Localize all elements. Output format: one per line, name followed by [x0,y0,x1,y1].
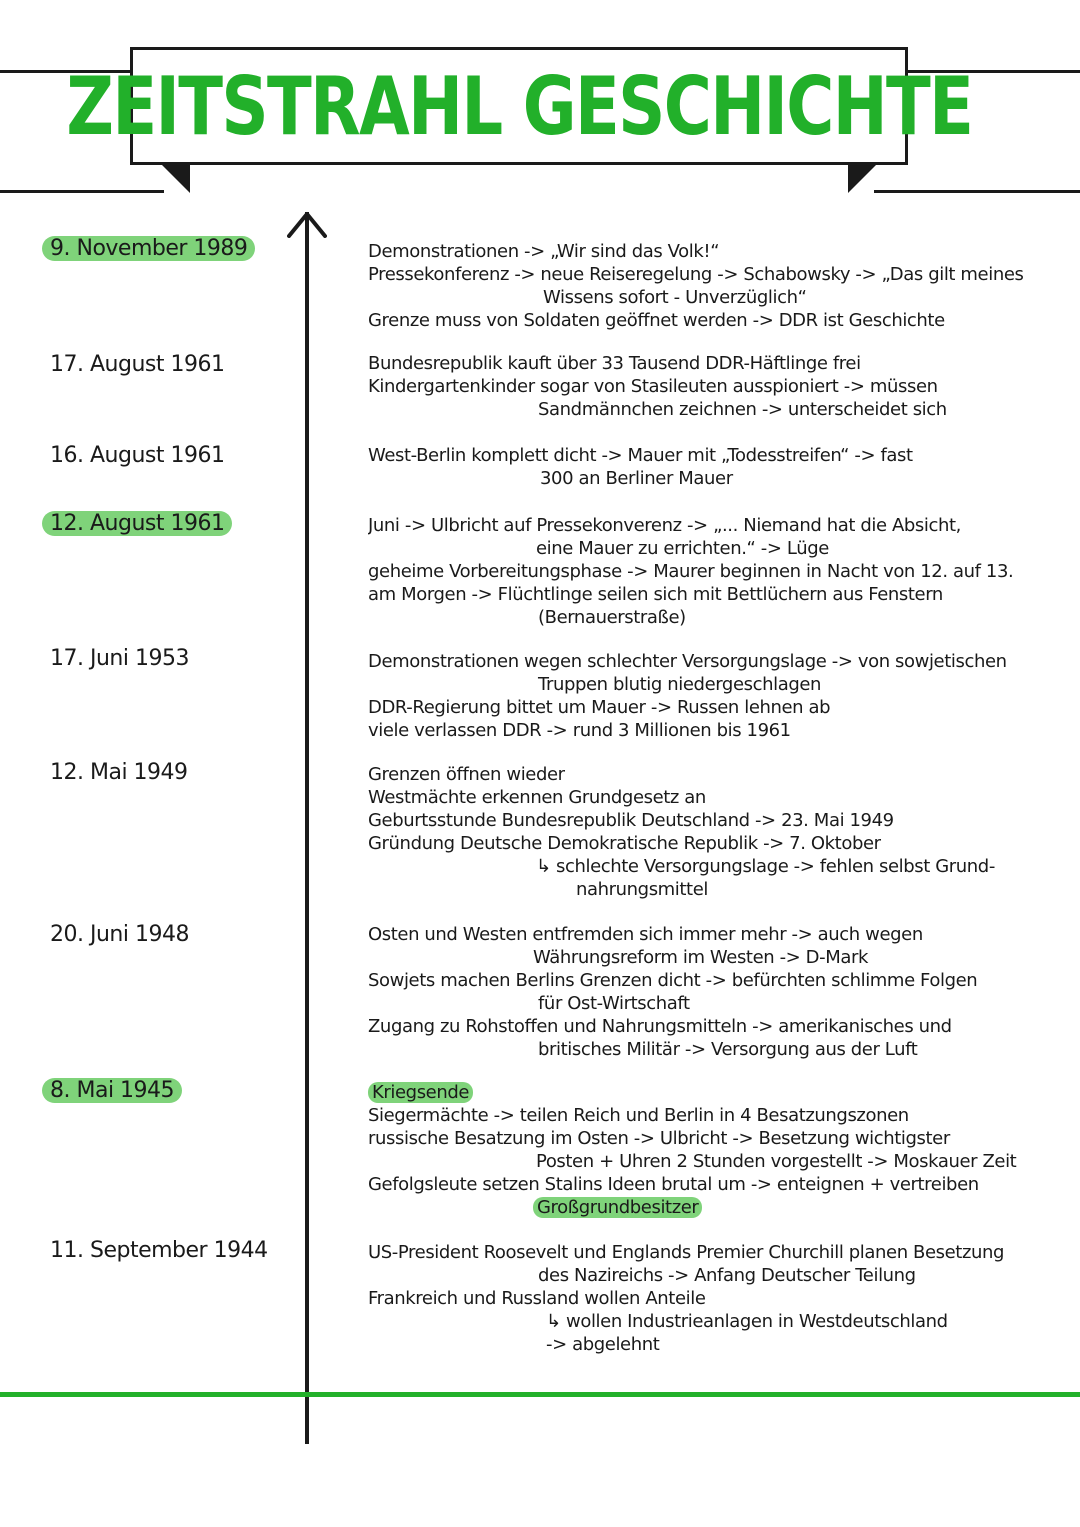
entry-line: am Morgen -> Flüchtlinge seilen sich mit Bettlüchern aus Fenstern [368,584,943,605]
date-1944: 11. September 1944 [50,1238,268,1263]
highlight-grossgrundbesitzer: Großgrundbesitzer [533,1197,702,1218]
entry-1948 [368,923,1073,1061]
date-1948: 20. Juni 1948 [50,922,189,947]
entry-line: Kindergartenkinder sogar von Stasileuten ausspioniert -> müssen [368,376,938,397]
entry-line: Demonstrationen -> „Wir sind das Volk!“ [368,241,720,262]
entry-line: US-President Roosevelt und Englands Premier Churchill planen Besetzung [368,1242,1005,1263]
entry-line: russische Besatzung im Osten -> Ulbricht -> Besetzung wichtigster [368,1128,950,1149]
entry-line: West-Berlin komplett dicht -> Mauer mit „Todesstreifen“ -> fast [368,445,913,466]
entry-line: Frankreich und Russland wollen Anteile [368,1288,706,1309]
entry-line: Währungsreform im Westen -> D-Mark [533,947,869,968]
entry-line: Sowjets machen Berlins Grenzen dicht -> befürchten schlimme Folgen [368,970,978,991]
entry-line: (Bernauerstraße) [538,607,686,628]
entry-1945 [368,1081,1073,1219]
date-1945: 8. Mai 1945 [42,1078,182,1103]
entry-1989 [368,240,1073,332]
entry-line: eine Mauer zu errichten.“ -> Lüge [536,538,829,559]
entry-1949 [368,763,1073,901]
entry-line: 300 an Berliner Mauer [540,468,733,489]
entry-line: Siegermächte -> teilen Reich und Berlin in 4 Besatzungszonen [368,1105,909,1126]
frame-line-left-bottom [0,190,164,193]
entry-line: Demonstrationen wegen schlechter Versorgungslage -> von sowjetischen [368,651,1007,672]
entry-line: Zugang zu Rohstoffen und Nahrungsmitteln -> amerikanisches und [368,1016,952,1037]
entry-line: britisches Militär -> Versorgung aus der Luft [538,1039,918,1060]
entry-line: Posten + Uhren 2 Stunden vorgestellt -> Moskauer Zeit [536,1151,1017,1172]
date-1961-aug-12: 12. August 1961 [42,511,232,536]
banner-fold-left [162,165,190,193]
date-1961-aug-16: 16. August 1961 [50,443,225,468]
entry-1961-aug-16 [368,444,1073,490]
entry-line: Truppen blutig niedergeschlagen [538,674,822,695]
entry-line: des Nazireichs -> Anfang Deutscher Teilung [538,1265,916,1286]
page-title: ZEITSTRAHL GESCHICHTE [66,59,972,153]
entry-line: nahrungsmittel [576,879,708,900]
entry-line: Wissens sofort - Unverzüglich“ [543,287,807,308]
date-1953: 17. Juni 1953 [50,646,189,671]
entry-line [368,1196,1073,1219]
entry-line: ↳ wollen Industrieanlagen in Westdeutschland [546,1311,948,1332]
entry-line: Grenzen öffnen wieder [368,764,565,785]
highlight-kriegsende: Kriegsende [368,1082,473,1103]
entry-line: DDR-Regierung bittet um Mauer -> Russen lehnen ab [368,697,831,718]
bottom-green-line [0,1392,1080,1397]
entry-line: Geburtsstunde Bundesrepublik Deutschland -> 23. Mai 1949 [368,810,894,831]
date-1989: 9. November 1989 [42,236,255,261]
entry-line: Osten und Westen entfremden sich immer mehr -> auch wegen [368,924,923,945]
entry-line: -> abgelehnt [546,1334,660,1355]
entry-line: Grenze muss von Soldaten geöffnet werden -> DDR ist Geschichte [368,310,945,331]
timeline-axis [305,212,309,1444]
entry-line: geheime Vorbereitungsphase -> Maurer beginnen in Nacht von 12. auf 13. [368,561,1014,582]
entry-line: Sandmännchen zeichnen -> unterscheidet sich [538,399,947,420]
entry-1961-aug-17 [368,352,1073,421]
frame-line-right-bottom [874,190,1080,193]
entry-line: Gründung Deutsche Demokratische Republik -> 7. Oktober [368,833,881,854]
entry-1961-aug-12 [368,514,1073,629]
date-1949: 12. Mai 1949 [50,760,188,785]
entry-line: Pressekonferenz -> neue Reiseregelung -> Schabowsky -> „Das gilt meines [368,264,1024,285]
banner-fold-right [848,165,876,193]
entry-line: für Ost-Wirtschaft [538,993,690,1014]
title-banner [66,47,972,165]
entry-line: ↳ schlechte Versorgungslage -> fehlen selbst Grund- [536,856,995,877]
entry-1944 [368,1241,1073,1356]
entry-line [368,1081,1073,1104]
entry-1953 [368,650,1073,742]
entry-line: Gefolgsleute setzen Stalins Ideen brutal um -> enteignen + vertreiben [368,1174,979,1195]
entry-line: Bundesrepublik kauft über 33 Tausend DDR-Häftlinge frei [368,353,861,374]
entry-line: Westmächte erkennen Grundgesetz an [368,787,706,808]
date-1961-aug-17: 17. August 1961 [50,352,225,377]
entry-line: Juni -> Ulbricht auf Pressekonverenz -> „... Niemand hat die Absicht, [368,515,961,536]
entry-line: viele verlassen DDR -> rund 3 Millionen bis 1961 [368,720,791,741]
